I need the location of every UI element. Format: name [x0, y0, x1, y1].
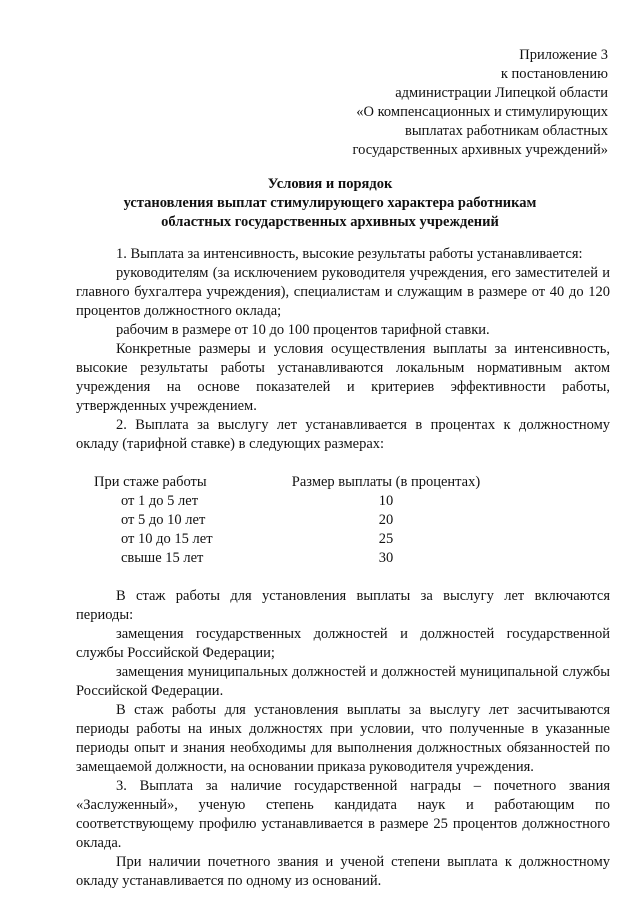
appendix-line: администрации Липецкой области — [395, 85, 608, 101]
table-row — [94, 549, 501, 568]
table-cell: от 5 до 10 лет — [121, 512, 206, 528]
appendix-header — [308, 46, 608, 160]
paragraph: 1. Выплата за интенсивность, высокие результаты работы устанавливается: — [116, 246, 583, 262]
table-row — [94, 511, 501, 530]
paragraph: При наличии почетного звания и ученой степени выплата к должностному окладу устанавливается по одному из оснований. — [76, 854, 610, 889]
paragraph: замещения государственных должностей и должностей государственной службы Российской Федерации; — [76, 626, 610, 661]
document-body — [76, 245, 610, 891]
appendix-line: «О компенсационных и стимулирующих — [356, 104, 608, 120]
table-cell: 30 — [378, 550, 394, 566]
table-row — [94, 530, 501, 549]
table-header-row — [94, 473, 501, 492]
table-cell: от 10 до 15 лет — [121, 531, 213, 547]
table-header-cell: Размер выплаты (в процентах) — [291, 474, 481, 490]
table-cell: 10 — [378, 493, 394, 509]
paragraph: рабочим в размере от 10 до 100 процентов тарифной ставки. — [116, 322, 490, 338]
table-row — [94, 492, 501, 511]
paragraph: замещения муниципальных должностей и должностей муниципальной службы Российской Федерации. — [76, 664, 610, 699]
table-header-cell: При стаже работы — [94, 474, 207, 490]
paragraph: Конкретные размеры и условия осуществления выплаты за интенсивность, высокие результаты работы устанавливаются локальным нормативным актом учреждения на основе показателей и критериев эффективности работы, утвержденных учреждением. — [76, 341, 610, 414]
title-line: установления выплат стимулирующего характера работникам — [123, 195, 537, 211]
paragraph: В стаж работы для установления выплаты за выслугу лет засчитываются периоды работы на иных должностях при условии, что полученные в указанные периоды опыт и знания необходимы для выполнения должностных обязанностей по замещаемой должности, на основании приказа руководителя учреждения. — [76, 702, 610, 775]
paragraph: 2. Выплата за выслугу лет устанавливается в процентах к должностному окладу (тарифной ставке) в следующих размерах: — [76, 417, 610, 452]
table-cell: 20 — [378, 512, 394, 528]
table-cell: 25 — [378, 531, 394, 547]
paragraph: руководителям (за исключением руководителя учреждения, его заместителей и главного бухгалтера учреждения), специалистам и служащим в размере от 40 до 120 процентов должностного оклада; — [76, 265, 610, 319]
table-cell: от 1 до 5 лет — [121, 493, 199, 509]
appendix-line: выплатах работникам областных — [405, 123, 608, 139]
title-line: областных государственных архивных учреждений — [161, 214, 499, 230]
title-line: Условия и порядок — [267, 176, 393, 192]
paragraph: 3. Выплата за наличие государственной награды – почетного звания «Заслуженный», ученую степень кандидата наук и работающим по соответствующему профилю устанавливается в размере 25 процентов должностного оклада. — [76, 778, 610, 851]
appendix-line: государственных архивных учреждений» — [352, 142, 608, 158]
document-title — [60, 175, 600, 232]
paragraph: В стаж работы для установления выплаты за выслугу лет включаются периоды: — [76, 588, 610, 623]
table-cell: свыше 15 лет — [121, 550, 204, 566]
appendix-line: к постановлению — [500, 66, 608, 82]
seniority-table — [76, 473, 610, 568]
appendix-line: Приложение 3 — [519, 47, 608, 63]
